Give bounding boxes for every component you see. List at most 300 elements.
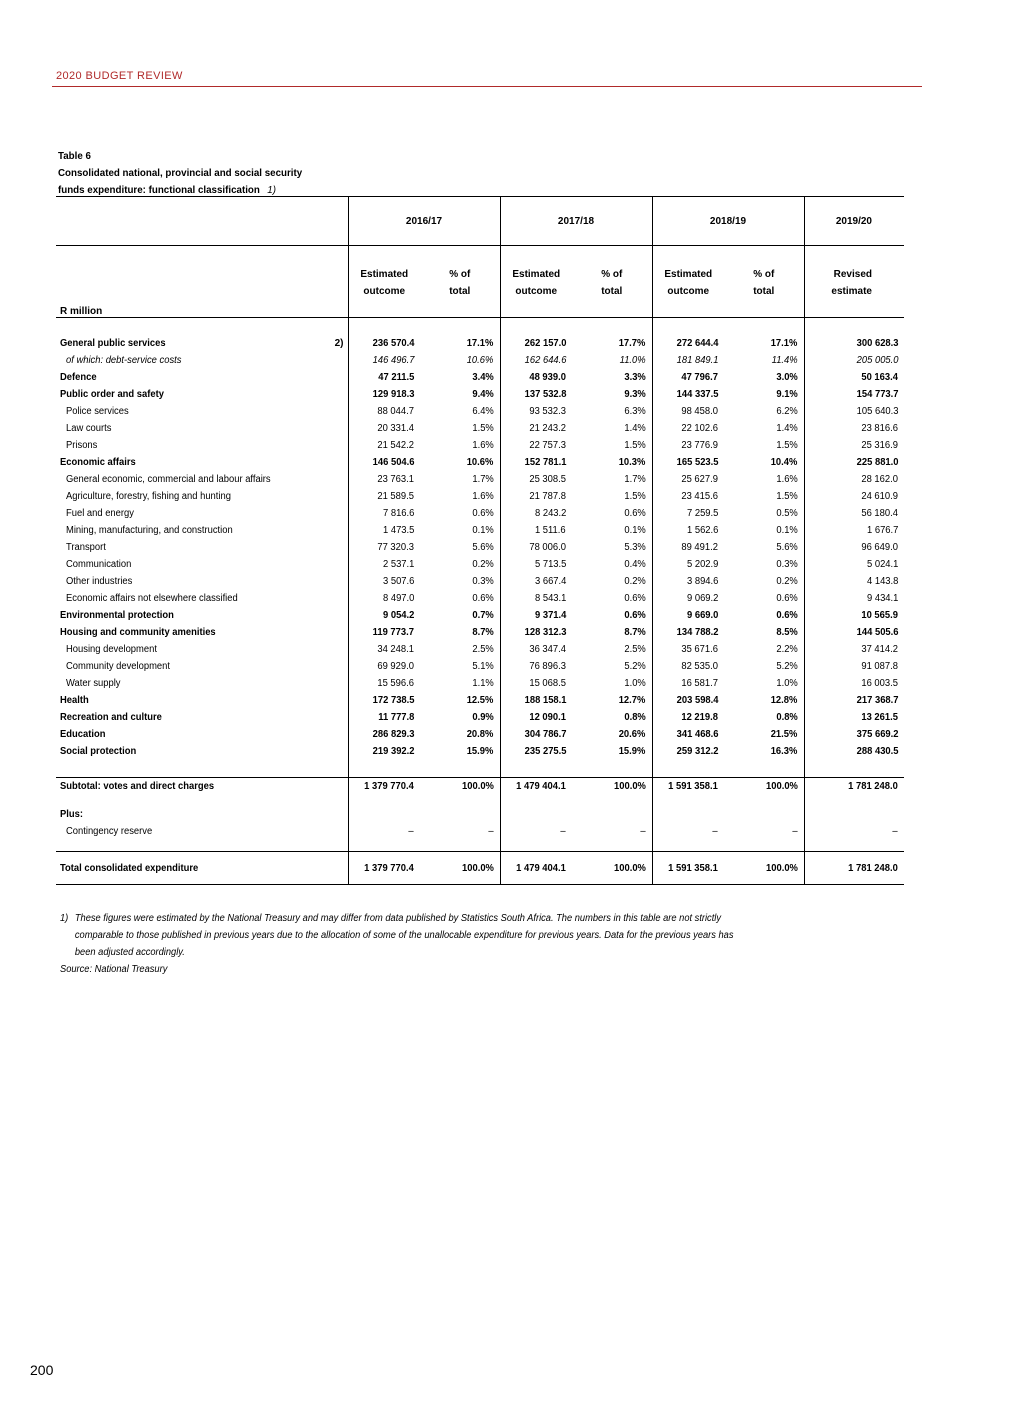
amount-cell xyxy=(804,522,904,539)
percent-cell xyxy=(572,454,652,471)
cell-value: 0.5% xyxy=(776,508,798,519)
cell-value: 9.1% xyxy=(776,389,798,400)
row-note xyxy=(306,522,348,539)
page-number: 200 xyxy=(30,1362,54,1378)
amount-cell xyxy=(804,369,904,386)
amount-cell xyxy=(652,403,724,420)
cell-value: 1 473.5 xyxy=(382,525,414,536)
percent-cell xyxy=(420,852,500,885)
percent-cell xyxy=(572,437,652,454)
row-label-text: Defence xyxy=(60,372,97,383)
cell-value: 20.6% xyxy=(618,729,646,740)
row-note xyxy=(306,675,348,692)
cell-value: 1.5% xyxy=(776,491,798,502)
cell-value: 2.5% xyxy=(624,644,646,655)
cell-value: 56 180.4 xyxy=(861,508,898,519)
amount-cell xyxy=(804,539,904,556)
row-label xyxy=(56,778,306,796)
amount-cell xyxy=(500,709,572,726)
percent-cell xyxy=(724,675,804,692)
amount-cell xyxy=(500,335,572,352)
percent-cell xyxy=(572,806,652,823)
percent-cell xyxy=(420,726,500,743)
amount-cell xyxy=(500,743,572,760)
cell-value: 10.6% xyxy=(466,355,494,366)
row-label-text: Agriculture, forestry, fishing and hunting xyxy=(66,491,231,502)
cell-value: 23 816.6 xyxy=(861,423,898,434)
row-label xyxy=(56,709,306,726)
row-social-protection xyxy=(56,743,904,760)
row-label xyxy=(56,437,306,454)
percent-cell xyxy=(420,692,500,709)
cell-value: 17.1% xyxy=(466,338,494,349)
row-label-text: Recreation and culture xyxy=(60,712,162,723)
amount-cell xyxy=(348,823,420,840)
row-agriculture-forestry-fishing-and-hunting xyxy=(56,488,904,505)
row-note xyxy=(306,823,348,840)
row-note xyxy=(306,778,348,796)
cell-value: 12 219.8 xyxy=(681,712,718,723)
cell-value: 217 368.7 xyxy=(856,695,898,706)
cell-value: 69 929.0 xyxy=(377,661,414,672)
row-label xyxy=(56,403,306,420)
percent-cell xyxy=(420,420,500,437)
cell-value: 1 562.6 xyxy=(686,525,718,536)
percent-cell xyxy=(724,806,804,823)
percent-cell xyxy=(572,420,652,437)
cell-value: 341 468.6 xyxy=(676,729,718,740)
body-spacer xyxy=(56,318,904,336)
row-label-text: Other industries xyxy=(66,576,133,587)
cell-value: 152 781.1 xyxy=(524,457,566,468)
percent-cell xyxy=(724,369,804,386)
amount-cell xyxy=(500,852,572,885)
amount-cell xyxy=(804,726,904,743)
percent-cell xyxy=(724,556,804,573)
percent-cell xyxy=(420,403,500,420)
percent-cell xyxy=(724,692,804,709)
cell-value: 162 644.6 xyxy=(524,355,566,366)
percent-cell xyxy=(724,522,804,539)
amount-cell xyxy=(652,471,724,488)
row-economic-affairs xyxy=(56,454,904,471)
amount-cell xyxy=(500,590,572,607)
row-label xyxy=(56,852,306,885)
cell-value: 23 415.6 xyxy=(681,491,718,502)
percent-cell xyxy=(724,505,804,522)
source-note: Source: National Treasury xyxy=(60,964,168,975)
cell-value: 146 504.6 xyxy=(372,457,414,468)
col-head-pct-1: % of xyxy=(753,269,775,280)
amount-cell xyxy=(652,420,724,437)
cell-value: 10.4% xyxy=(770,457,798,468)
cell-value: 9 669.0 xyxy=(686,610,718,621)
cell-value: 0.1% xyxy=(624,525,646,536)
percent-cell xyxy=(572,386,652,403)
cell-value: 8 543.1 xyxy=(534,593,566,604)
percent-cell xyxy=(572,658,652,675)
row-housing-and-community-amenities xyxy=(56,624,904,641)
cell-value: 1 479 404.1 xyxy=(516,862,566,874)
amount-cell xyxy=(348,369,420,386)
percent-cell xyxy=(420,760,500,778)
amount-cell xyxy=(652,335,724,352)
row-recreation-and-culture xyxy=(56,709,904,726)
cell-value: 82 535.0 xyxy=(681,661,718,672)
cell-value: 78 006.0 xyxy=(529,542,566,553)
cell-value: 35 671.6 xyxy=(681,644,718,655)
table-title-line1: Consolidated national, provincial and social security xyxy=(58,167,303,179)
year-2017-18: 2017/18 xyxy=(500,197,652,246)
cell-value: 0.2% xyxy=(472,559,494,570)
percent-cell xyxy=(572,488,652,505)
amount-cell xyxy=(348,352,420,369)
amount-cell xyxy=(348,840,420,852)
amount-cell xyxy=(652,675,724,692)
amount-cell xyxy=(500,386,572,403)
row-label xyxy=(56,522,306,539)
cell-value: – xyxy=(640,826,646,837)
cell-value: 6.2% xyxy=(776,406,798,417)
amount-cell xyxy=(500,556,572,573)
cell-value: 1 591 358.1 xyxy=(668,781,718,792)
row-communication xyxy=(56,556,904,573)
amount-cell xyxy=(652,795,724,806)
cell-value: 375 669.2 xyxy=(856,729,898,740)
amount-cell xyxy=(804,471,904,488)
col-head-est-2: outcome xyxy=(348,280,420,297)
percent-cell xyxy=(724,573,804,590)
cell-value: 119 773.7 xyxy=(372,627,414,638)
row-note xyxy=(306,840,348,852)
cell-value: 4 143.8 xyxy=(866,576,898,587)
row-label-text: Prisons xyxy=(66,440,98,451)
cell-value: 98 458.0 xyxy=(681,406,718,417)
amount-cell xyxy=(500,369,572,386)
row-label xyxy=(56,539,306,556)
col-head-pct-2: total xyxy=(449,286,471,297)
percent-cell xyxy=(724,624,804,641)
row-label-text: Housing development xyxy=(66,644,157,655)
cell-value: 91 087.8 xyxy=(861,661,898,672)
column-head-row-2 xyxy=(56,280,904,297)
cell-value: 5 713.5 xyxy=(534,559,566,570)
cell-value: 100.0% xyxy=(765,862,798,874)
cell-value: 5.6% xyxy=(776,542,798,553)
spacer-row xyxy=(56,760,904,778)
cell-value: 9 371.4 xyxy=(534,610,566,621)
col-head-rev-1: Revised xyxy=(804,263,904,280)
amount-cell xyxy=(804,607,904,624)
cell-value: 1.5% xyxy=(776,440,798,451)
cell-value: 23 763.1 xyxy=(377,474,414,485)
cell-value: 21 589.5 xyxy=(377,491,414,502)
cell-value: 0.1% xyxy=(776,525,798,536)
cell-value: – xyxy=(488,826,494,837)
row-other-industries xyxy=(56,573,904,590)
amount-cell xyxy=(804,778,904,796)
percent-cell xyxy=(420,641,500,658)
cell-value: 93 532.3 xyxy=(529,406,566,417)
unit-blank xyxy=(652,297,804,318)
cell-value: 1.6% xyxy=(472,491,494,502)
col-head-est-1: Estimated xyxy=(500,263,572,280)
col-head-rev-2: estimate xyxy=(804,280,904,297)
row-label xyxy=(56,840,306,852)
percent-cell xyxy=(724,335,804,352)
cell-value: 3 894.6 xyxy=(686,576,718,587)
cell-value: 286 829.3 xyxy=(372,729,414,740)
cell-value: 0.4% xyxy=(624,559,646,570)
amount-cell xyxy=(500,454,572,471)
cell-value: 12.7% xyxy=(618,695,646,706)
row-community-development xyxy=(56,658,904,675)
cell-value: 10.6% xyxy=(466,457,494,468)
footnote-1 xyxy=(60,910,767,961)
cell-value: 129 918.3 xyxy=(372,389,414,400)
amount-cell xyxy=(652,658,724,675)
row-note xyxy=(306,454,348,471)
cell-value: 0.6% xyxy=(776,593,798,604)
percent-cell xyxy=(724,590,804,607)
row-label xyxy=(56,675,306,692)
cell-value: 16 581.7 xyxy=(681,678,718,689)
row-general-public-services xyxy=(56,335,904,352)
amount-cell xyxy=(500,760,572,778)
footnote-text xyxy=(75,910,734,961)
col-head-est-1: Estimated xyxy=(348,263,420,280)
amount-cell xyxy=(652,437,724,454)
cell-value: 12.5% xyxy=(466,695,494,706)
row-label xyxy=(56,590,306,607)
row-label-text: Education xyxy=(60,729,106,740)
cell-value: 15.9% xyxy=(618,746,646,757)
cell-value: 89 491.2 xyxy=(681,542,718,553)
cell-value: 154 773.7 xyxy=(856,389,898,400)
percent-cell xyxy=(572,590,652,607)
amount-cell xyxy=(348,852,420,885)
amount-cell xyxy=(652,852,724,885)
row-label xyxy=(56,607,306,624)
cell-value: 12.8% xyxy=(770,695,798,706)
row-label xyxy=(56,743,306,760)
row-label-text: Economic affairs not elsewhere classified xyxy=(66,593,238,604)
amount-cell xyxy=(500,726,572,743)
percent-cell xyxy=(420,505,500,522)
footnotes xyxy=(60,910,767,978)
cell-value: 146 496.7 xyxy=(372,355,414,366)
cell-value: 0.8% xyxy=(776,712,798,723)
cell-value: 28 162.0 xyxy=(861,474,898,485)
percent-cell xyxy=(420,335,500,352)
cell-value: 20.8% xyxy=(466,729,494,740)
row-note xyxy=(306,505,348,522)
cell-value: 219 392.2 xyxy=(372,746,414,757)
amount-cell xyxy=(804,709,904,726)
cell-value: 47 796.7 xyxy=(681,372,718,383)
cell-value: 2.2% xyxy=(776,644,798,655)
percent-cell xyxy=(572,840,652,852)
percent-cell xyxy=(724,403,804,420)
amount-cell xyxy=(348,335,420,352)
cell-value: 1 379 770.4 xyxy=(364,781,414,792)
amount-cell xyxy=(500,795,572,806)
percent-cell xyxy=(572,709,652,726)
amount-cell xyxy=(348,692,420,709)
cell-value: 1 379 770.4 xyxy=(364,862,414,874)
col-head-est-2: outcome xyxy=(500,280,572,297)
amount-cell xyxy=(500,778,572,796)
amount-cell xyxy=(804,641,904,658)
amount-cell xyxy=(348,624,420,641)
amount-cell xyxy=(348,806,420,823)
cell-value: 0.2% xyxy=(624,576,646,587)
cell-value: 2 537.1 xyxy=(382,559,414,570)
cell-value: 5.2% xyxy=(776,661,798,672)
row-label-text: General public services xyxy=(60,338,166,349)
amount-cell xyxy=(348,420,420,437)
row-label-text: Economic affairs xyxy=(60,457,136,468)
percent-cell xyxy=(572,852,652,885)
amount-cell xyxy=(500,488,572,505)
row-label xyxy=(56,658,306,675)
cell-value: – xyxy=(712,826,718,837)
amount-cell xyxy=(348,658,420,675)
row-label xyxy=(56,624,306,641)
amount-cell xyxy=(348,386,420,403)
cell-value: 0.6% xyxy=(472,593,494,604)
amount-cell xyxy=(348,539,420,556)
percent-cell xyxy=(572,778,652,796)
unit-row xyxy=(56,297,904,318)
amount-cell xyxy=(500,675,572,692)
row-law-courts xyxy=(56,420,904,437)
col-head-pct-1: % of xyxy=(449,269,471,280)
cell-value: 1 781 248.0 xyxy=(848,781,898,792)
row-label xyxy=(56,471,306,488)
row-note xyxy=(306,471,348,488)
row-education xyxy=(56,726,904,743)
amount-cell xyxy=(348,607,420,624)
column-head-row-1 xyxy=(56,263,904,280)
cell-value: 1 479 404.1 xyxy=(516,781,566,792)
amount-cell xyxy=(348,522,420,539)
cell-value: 0.6% xyxy=(624,610,646,621)
cell-value: 100.0% xyxy=(461,781,494,792)
cell-value: 165 523.5 xyxy=(676,457,718,468)
cell-value: 12 090.1 xyxy=(529,712,566,723)
amount-cell xyxy=(804,505,904,522)
cell-value: 288 430.5 xyxy=(856,746,898,757)
col-head-est-1: Estimated xyxy=(652,263,724,280)
amount-cell xyxy=(804,454,904,471)
cell-value: 172 738.5 xyxy=(372,695,414,706)
row-label xyxy=(56,760,306,778)
col-head-blank-2 xyxy=(56,280,348,297)
row-mining-manufacturing-and-construction xyxy=(56,522,904,539)
percent-cell xyxy=(724,840,804,852)
row-label-text: Transport xyxy=(66,542,106,553)
cell-value: 100.0% xyxy=(765,781,798,792)
amount-cell xyxy=(500,641,572,658)
amount-cell xyxy=(348,556,420,573)
percent-cell xyxy=(420,573,500,590)
col-head-pct-2: total xyxy=(753,286,775,297)
cell-value: 11.4% xyxy=(771,355,798,366)
row-label xyxy=(56,335,306,352)
row-water-supply xyxy=(56,675,904,692)
percent-cell xyxy=(724,709,804,726)
row-label-text: Housing and community amenities xyxy=(60,627,216,638)
percent-cell xyxy=(572,505,652,522)
percent-cell xyxy=(572,726,652,743)
percent-cell xyxy=(420,624,500,641)
cell-value: 3 667.4 xyxy=(534,576,566,587)
percent-cell xyxy=(724,607,804,624)
cell-value: 5.2% xyxy=(624,661,646,672)
cell-value: 1.6% xyxy=(776,474,798,485)
percent-cell xyxy=(420,607,500,624)
cell-value: 24 610.9 xyxy=(861,491,898,502)
percent-cell xyxy=(724,823,804,840)
amount-cell xyxy=(348,573,420,590)
cell-value: 3.0% xyxy=(776,372,798,383)
amount-cell xyxy=(652,709,724,726)
cell-value: 36 347.4 xyxy=(529,644,566,655)
amount-cell xyxy=(652,823,724,840)
amount-cell xyxy=(652,641,724,658)
percent-cell xyxy=(724,641,804,658)
amount-cell xyxy=(500,403,572,420)
row-label-text: Police services xyxy=(66,406,129,417)
row-label xyxy=(56,386,306,403)
amount-cell xyxy=(804,335,904,352)
year-2016-17: 2016/17 xyxy=(348,197,500,246)
cell-value: 8.7% xyxy=(472,627,494,638)
percent-cell xyxy=(420,743,500,760)
col-head-est-2: outcome xyxy=(652,280,724,297)
cell-value: 9 054.2 xyxy=(382,610,414,621)
row-of-which-debt-service-costs xyxy=(56,352,904,369)
percent-cell xyxy=(572,539,652,556)
cell-value: 5.6% xyxy=(472,542,494,553)
percent-cell xyxy=(572,743,652,760)
cell-value: 300 628.3 xyxy=(856,338,898,349)
cell-value: 137 532.8 xyxy=(524,389,566,400)
cell-value: 22 757.3 xyxy=(529,440,566,451)
cell-value: 15.9% xyxy=(466,746,494,757)
cell-value: 21 243.2 xyxy=(529,423,566,434)
table-title-note: 1) xyxy=(267,184,276,196)
row-label-text: Mining, manufacturing, and construction xyxy=(66,525,233,536)
cell-value: 2.5% xyxy=(472,644,494,655)
cell-value: 134 788.2 xyxy=(676,627,718,638)
cell-value: 0.2% xyxy=(776,576,798,587)
cell-value: 0.6% xyxy=(624,593,646,604)
cell-value: 11.0% xyxy=(619,355,646,366)
cell-value: 0.6% xyxy=(624,508,646,519)
percent-cell xyxy=(420,806,500,823)
percent-cell xyxy=(724,471,804,488)
amount-cell xyxy=(652,522,724,539)
cell-value: 0.6% xyxy=(776,610,798,621)
cell-value: 5.3% xyxy=(624,542,646,553)
percent-cell xyxy=(572,692,652,709)
cell-value: – xyxy=(560,826,566,837)
cell-value: 272 644.4 xyxy=(676,338,718,349)
amount-cell xyxy=(652,840,724,852)
percent-cell xyxy=(572,369,652,386)
